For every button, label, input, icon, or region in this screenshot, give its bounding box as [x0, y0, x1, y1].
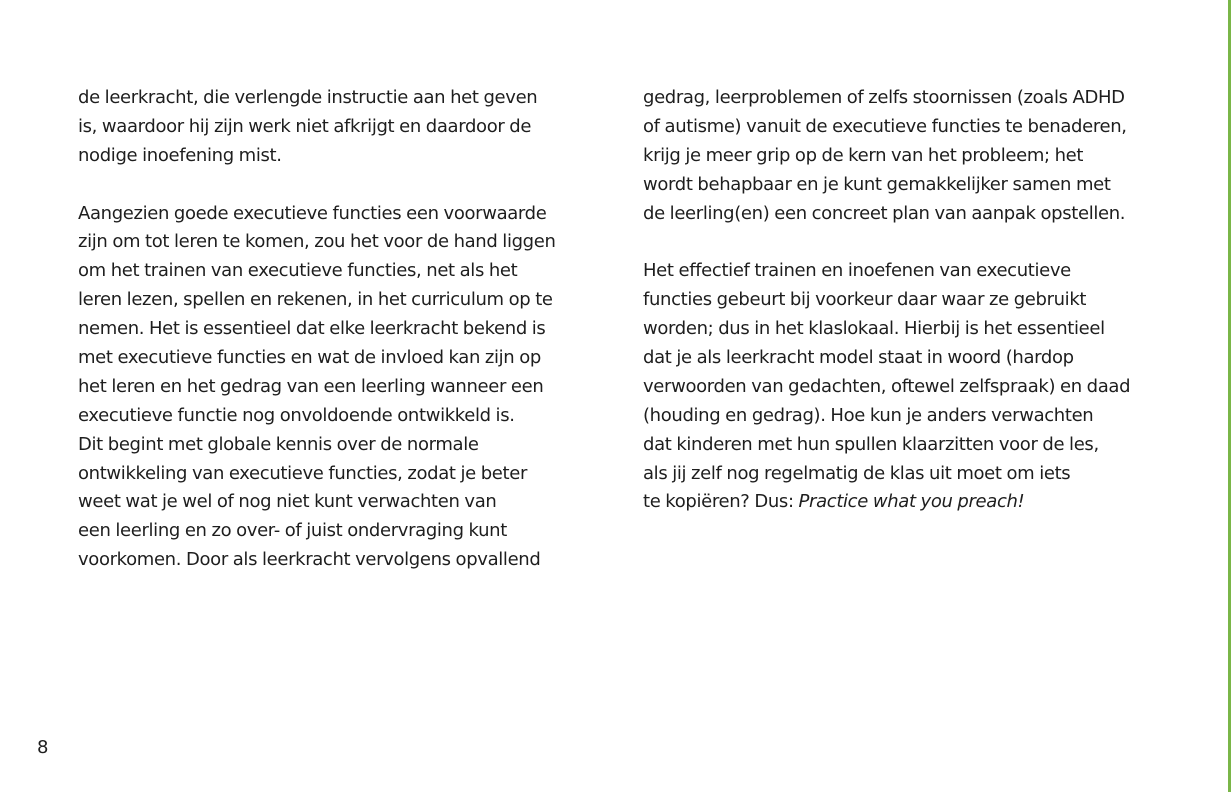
text-line: functies gebeurt bij voorkeur daar waar ze gebruikt — [643, 289, 1087, 311]
right-column — [643, 84, 1130, 517]
text-line: of autisme) vanuit de executieve functies te benaderen, — [643, 115, 1127, 137]
closing-text: te kopiëren? Dus: — [643, 491, 799, 513]
left-paragraph-1 — [78, 84, 556, 171]
text-line: worden; dus in het klaslokaal. Hierbij is het essentieel — [643, 318, 1105, 340]
text-line: weet wat je wel of nog niet kunt verwachten van — [78, 491, 497, 513]
text-line: dat je als leerkracht model staat in woord (hardop — [643, 347, 1074, 369]
closing-text-line — [643, 488, 1130, 517]
text-line: executieve functie nog onvoldoende ontwikkeld is. — [78, 404, 515, 426]
text-line: zijn om tot leren te komen, zou het voor de hand liggen — [78, 231, 556, 253]
text-line: krijg je meer grip op de kern van het probleem; het — [643, 144, 1084, 166]
text-line: de leerkracht, die verlengde instructie aan het geven — [78, 87, 538, 108]
text-line: als jij zelf nog regelmatig de klas uit moet om iets — [643, 462, 1071, 484]
page-number: 8 — [37, 737, 49, 758]
right-paragraph-1 — [643, 84, 1130, 228]
text-line: is, waardoor hij zijn werk niet afkrijgt en daardoor de — [78, 115, 532, 137]
left-column — [78, 84, 556, 575]
text-line: Aangezien goede executieve functies een voorwaarde — [78, 202, 547, 224]
text-line: de leerling(en) een concreet plan van aanpak opstellen. — [643, 202, 1126, 224]
text-line: nodige inoefening mist. — [78, 144, 282, 166]
text-line: voorkomen. Door als leerkracht vervolgens opvallend — [78, 549, 541, 571]
text-line: (houding en gedrag). Hoe kun je anders verwachten — [643, 404, 1094, 426]
text-line: gedrag, leerproblemen of zelfs stoornissen (zoals ADHD — [643, 87, 1125, 108]
text-line: ontwikkeling van executieve functies, zodat je beter — [78, 462, 527, 484]
left-paragraph-2 — [78, 200, 556, 576]
paragraph-gap — [78, 171, 556, 200]
text-line: nemen. Het is essentieel dat elke leerkracht bekend is — [78, 318, 546, 340]
text-line: om het trainen van executieve functies, net als het — [78, 260, 518, 282]
emphasized-quote: Practice what you preach! — [798, 491, 1025, 513]
text-line: Dit begint met globale kennis over de normale — [78, 433, 479, 455]
text-line: verwoorden van gedachten, oftewel zelfspraak) en daad — [643, 375, 1131, 397]
text-line: Het effectief trainen en inoefenen van executieve — [643, 260, 1071, 282]
text-line: met executieve functies en wat de invloed kan zijn op — [78, 347, 541, 369]
text-line: het leren en het gedrag van een leerling wanneer een — [78, 375, 544, 397]
text-line: dat kinderen met hun spullen klaarzitten voor de les, — [643, 433, 1099, 455]
right-paragraph-2 — [643, 257, 1130, 517]
text-line: wordt behapbaar en je kunt gemakkelijker samen met — [643, 173, 1111, 195]
text-line: leren lezen, spellen en rekenen, in het curriculum op te — [78, 289, 553, 311]
text-line: een leerling en zo over- of juist ondervraging kunt — [78, 520, 507, 542]
paragraph-gap — [643, 228, 1130, 257]
